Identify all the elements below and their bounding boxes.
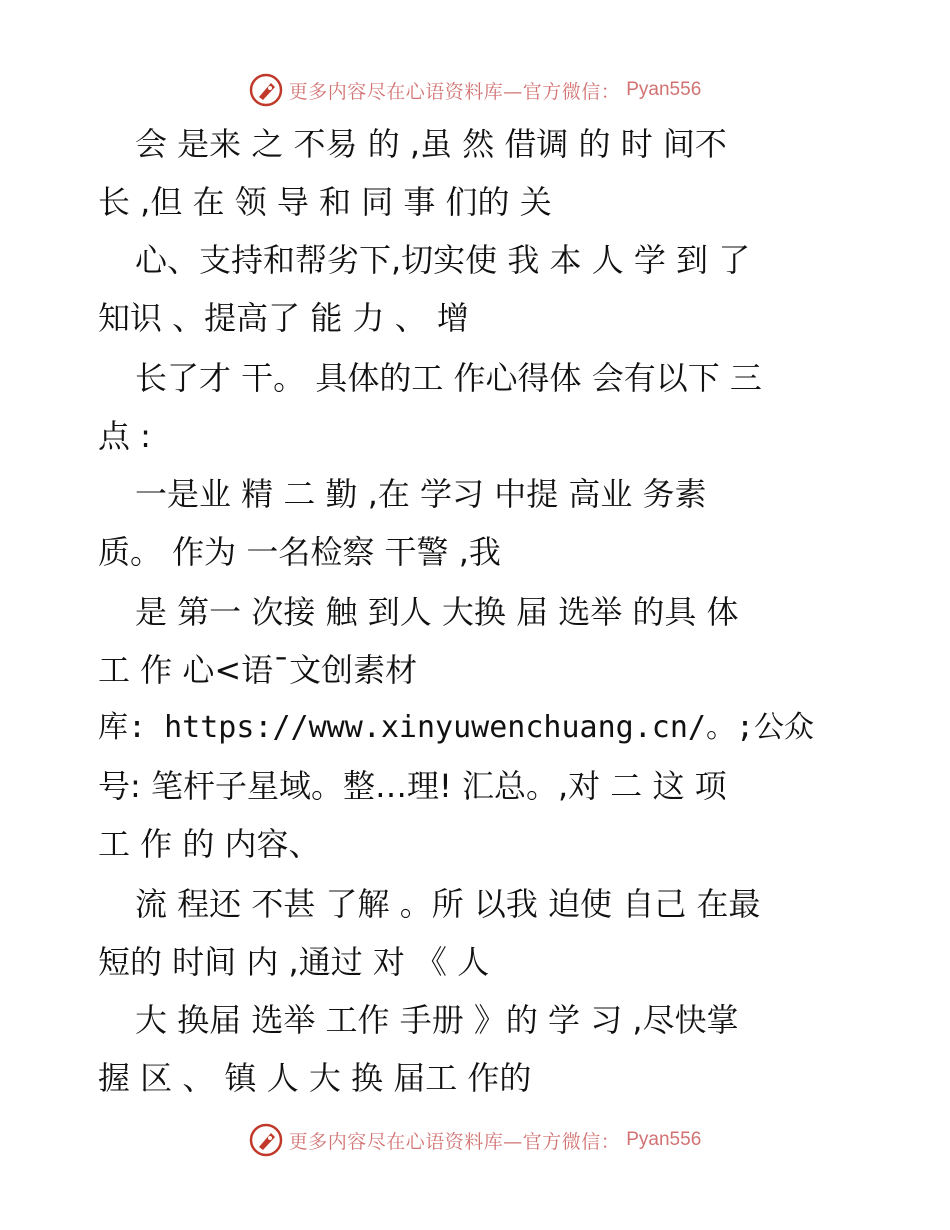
footer-banner	[0, 1120, 950, 1160]
footer-banner-text: 更多内容尽在心语资料库—官方微信：	[288, 1130, 621, 1153]
body-line: 质。 作为 一名检察 干警 ,我	[98, 533, 501, 571]
pen-nib-logo-icon	[249, 73, 283, 107]
body-line: 会 是来 之 不易 的 ,虽 然 借调 的 时 间不	[135, 125, 727, 163]
body-line: 长了才 干。 具体的工 作心得体 会有以下 三	[135, 359, 762, 397]
header-banner-text: 更多内容尽在心语资料库—官方微信：	[288, 80, 621, 103]
body-line: 大 换届 选举 工作 手册 》的 学 习 ,尽快掌	[135, 1001, 739, 1039]
body-line: 知识 、提高了 能 力 、 增	[98, 299, 469, 337]
header-banner	[0, 70, 950, 110]
header-banner-wechat-id: Pyan556	[626, 79, 702, 100]
body-line: 工 作 的 内容、	[98, 825, 321, 863]
body-line: 是 第一 次接 触 到人 大换 届 选举 的具 体	[135, 593, 739, 631]
body-line: 号: 笔杆子星域。整…理! 汇总。,对 二 这 项	[98, 767, 727, 805]
body-line: 点 :	[98, 417, 151, 455]
body-line: 一是业 精 二 勤 ,在 学习 中提 高业 务素	[135, 475, 707, 513]
body-line: 心、支持和帮劣下,切实使 我 本 人 学 到 了	[135, 241, 751, 279]
body-line: 短的 时间 内 ,通过 对 《 人	[98, 943, 490, 981]
body-line: 长 ,但 在 领 导 和 同 事 们的 关	[98, 183, 552, 221]
pen-nib-logo-icon	[249, 1123, 283, 1157]
body-line: 握 区 、 镇 人 大 换 届工 作的	[98, 1059, 532, 1097]
body-line: 流 程还 不甚 了解 。所 以我 迫使 自己 在最	[135, 885, 761, 923]
body-line: 库: https://www.xinyuwenchuang.cn/。;公众	[98, 710, 815, 745]
footer-banner-wechat-id: Pyan556	[626, 1129, 702, 1150]
body-line: 工 作 心<语¯文创素材	[98, 651, 418, 689]
